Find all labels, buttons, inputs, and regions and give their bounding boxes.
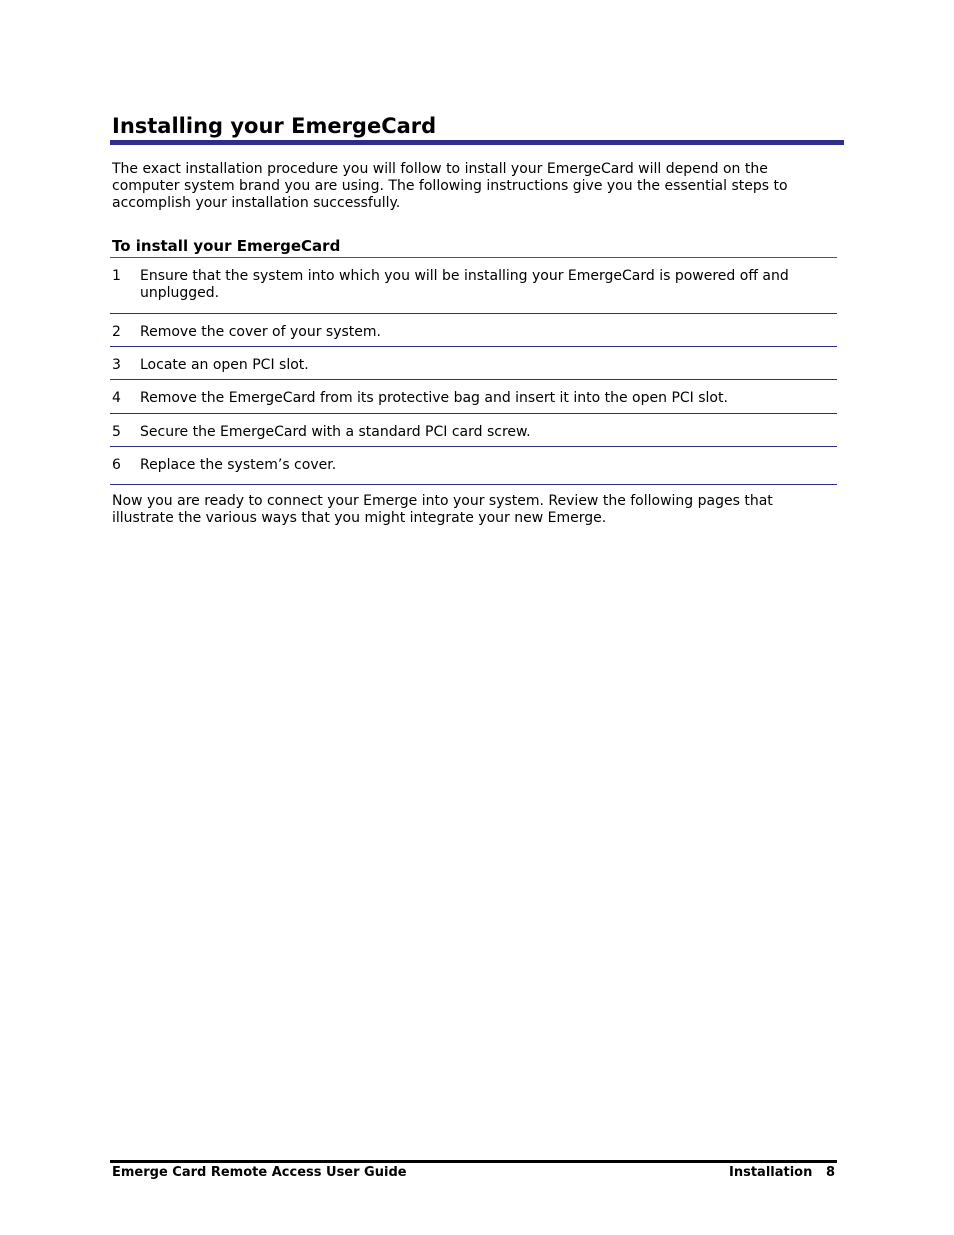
- step-text: Replace the system’s cover.: [140, 457, 337, 473]
- footer-page-number: 8: [825, 1165, 835, 1180]
- step-text: Ensure that the system into which you will be installing your EmergeCard is powered off and unplugged.: [140, 268, 789, 301]
- footer-page-info: [729, 1165, 835, 1181]
- footer-section: Installation: [729, 1165, 813, 1180]
- step-number: 5: [112, 424, 121, 440]
- step-number: 6: [112, 457, 121, 473]
- step-number: 4: [112, 390, 121, 406]
- step-item: [110, 258, 837, 314]
- step-item: [110, 380, 837, 414]
- step-text: Secure the EmergeCard with a standard PCI card screw.: [140, 424, 531, 440]
- step-item: [110, 447, 837, 485]
- step-number: 1: [112, 268, 121, 284]
- intro-paragraph: The exact installation procedure you will follow to install your EmergeCard will depend on the computer system brand you are using. The following instructions give you the essential steps to accomplish your installation successfully.: [112, 161, 788, 211]
- title-divider: [110, 140, 844, 145]
- installation-steps-list: [110, 258, 837, 485]
- outro-paragraph: Now you are ready to connect your Emerge into your system. Review the following pages that illustrate the various ways that you might integrate your new Emerge.: [112, 493, 773, 526]
- step-number: 3: [112, 357, 121, 373]
- footer-guide-title: Emerge Card Remote Access User Guide: [112, 1165, 407, 1180]
- step-item: [110, 347, 837, 380]
- step-number: 2: [112, 324, 121, 340]
- step-item: [110, 314, 837, 347]
- footer-divider: [110, 1160, 837, 1163]
- step-text: Remove the cover of your system.: [140, 324, 381, 340]
- step-item: [110, 414, 837, 447]
- procedure-heading: To install your EmergeCard: [112, 237, 341, 255]
- page-title: Installing your EmergeCard: [112, 114, 437, 138]
- step-text: Locate an open PCI slot.: [140, 357, 309, 373]
- step-text: Remove the EmergeCard from its protective bag and insert it into the open PCI slot.: [140, 390, 728, 406]
